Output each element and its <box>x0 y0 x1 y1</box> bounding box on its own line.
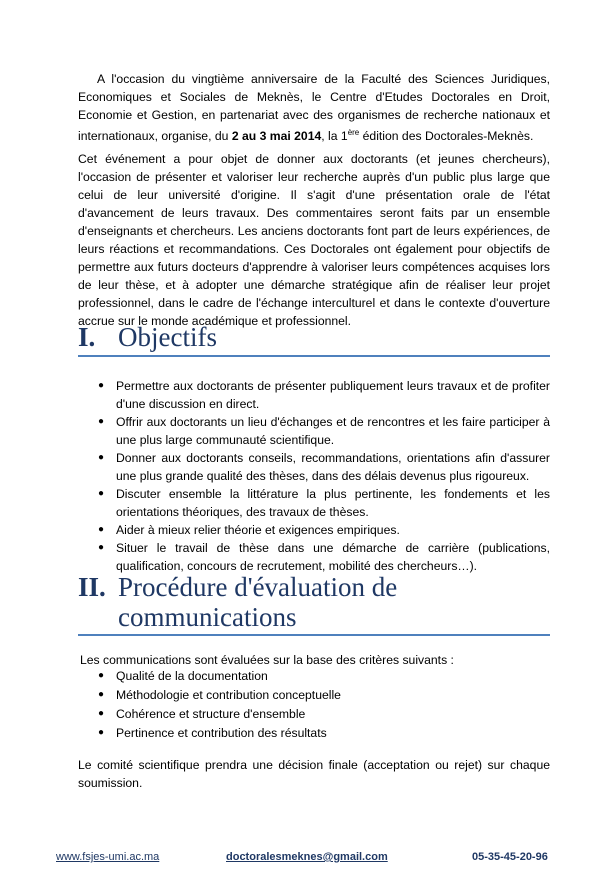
bullet-icon: ● <box>98 488 105 499</box>
list-item: ● Discuter ensemble la littérature la plus pertinente, les fondements et les orientations théoriques, des travaux de thèses. <box>98 487 550 519</box>
heading-underline <box>78 634 550 636</box>
bullet-icon: ● <box>98 708 105 719</box>
list-item: ● Situer le travail de thèse dans une démarche de carrière (publications, qualification, concours de recrutement, mobilité des chercheurs…). <box>98 541 550 573</box>
section-title: Procédure d'évaluation de communications <box>118 572 398 632</box>
event-dates: 2 au 3 mai 2014 <box>231 129 322 144</box>
bullet-icon: ● <box>98 670 105 681</box>
phone-number: 05-35-45-20-96 <box>472 851 548 863</box>
criteria-intro: Les communications sont évaluées sur la base des critères suivants : <box>80 653 454 667</box>
website-link[interactable]: www.fsjes-umi.ac.ma <box>56 851 160 863</box>
criteria-list <box>98 667 550 742</box>
intro-p1-text-a: A l'occasion du vingtième anniversaire de la Faculté des Sciences Juridiques, Economiques et Sociales de Meknès, le Centre d'Etudes Doctorales en Droit, Economie et Gestion, en partenariat avec des organismes de recherche nationaux et internationaux, organise, du <box>78 72 550 144</box>
heading-underline <box>78 355 550 357</box>
intro-p1-text-b: , la 1 <box>321 129 348 144</box>
bullet-icon: ● <box>98 380 105 391</box>
conclusion-paragraph: Le comité scientifique prendra une décision finale (acceptation ou rejet) sur chaque soumission. <box>78 758 550 790</box>
email-link[interactable]: doctoralesmeknes@gmail.com <box>226 851 388 863</box>
section-title: Objectifs <box>118 322 217 352</box>
objectives-list <box>98 377 550 575</box>
section-heading-objectifs <box>78 322 217 353</box>
bullet-icon: ● <box>98 542 105 553</box>
section-number: II. <box>78 572 106 602</box>
list-item: ● Méthodologie et contribution conceptuelle <box>98 688 341 702</box>
list-item: ● Permettre aux doctorants de présenter publiquement leurs travaux et de profiter d'une discussion en direct. <box>98 379 550 411</box>
bullet-icon: ● <box>98 524 105 535</box>
list-item: ● Pertinence et contribution des résultats <box>98 726 327 740</box>
intro-paragraph-2: Cet événement a pour objet de donner aux doctorants (et jeunes chercheurs), l'occasion de présenter et valoriser leur recherche auprès d'un public plus large que celui de leur université d'origine. Il s'agit d'une présentation orale de l'état d'avancement de leurs travaux. Des commentaires seront faits par un ensemble d'enseignants et chercheurs. Les anciens doctorants font part de leurs expériences, de leurs réactions et recommandations. Ces Doctorales ont également pour objectifs de permettre aux futurs docteurs d'apprendre à valoriser leurs compétences acquises lors de leur thèse, et à adopter une démarche stratégique afin de réaliser leur projet professionnel, dans le cadre de l'échange interculturel et dans le contexte d'ouverture accrue sur le monde académique et professionnel. <box>78 152 550 328</box>
list-item: ● Aider à mieux relier théorie et exigences empiriques. <box>98 523 400 537</box>
intro-p1-text-c: édition des Doctorales-Meknès. <box>359 129 534 144</box>
bullet-icon: ● <box>98 452 105 463</box>
intro-paragraph-1 <box>78 70 550 145</box>
bullet-icon: ● <box>98 727 105 738</box>
bullet-icon: ● <box>98 689 105 700</box>
list-item: ● Qualité de la documentation <box>98 669 268 683</box>
bullet-icon: ● <box>98 416 105 427</box>
list-item: ● Cohérence et structure d'ensemble <box>98 707 306 721</box>
list-item: ● Offrir aux doctorants un lieu d'échanges et de rencontres et les faire participer à une plus large communauté scientifique. <box>98 415 550 447</box>
ordinal-superscript: ère <box>347 128 360 137</box>
list-item: ● Donner aux doctorants conseils, recommandations, orientations afin d'assurer une plus grande qualité des thèses, dans des délais devenus plus rigoureux. <box>98 451 550 483</box>
section-number: I. <box>78 322 96 352</box>
